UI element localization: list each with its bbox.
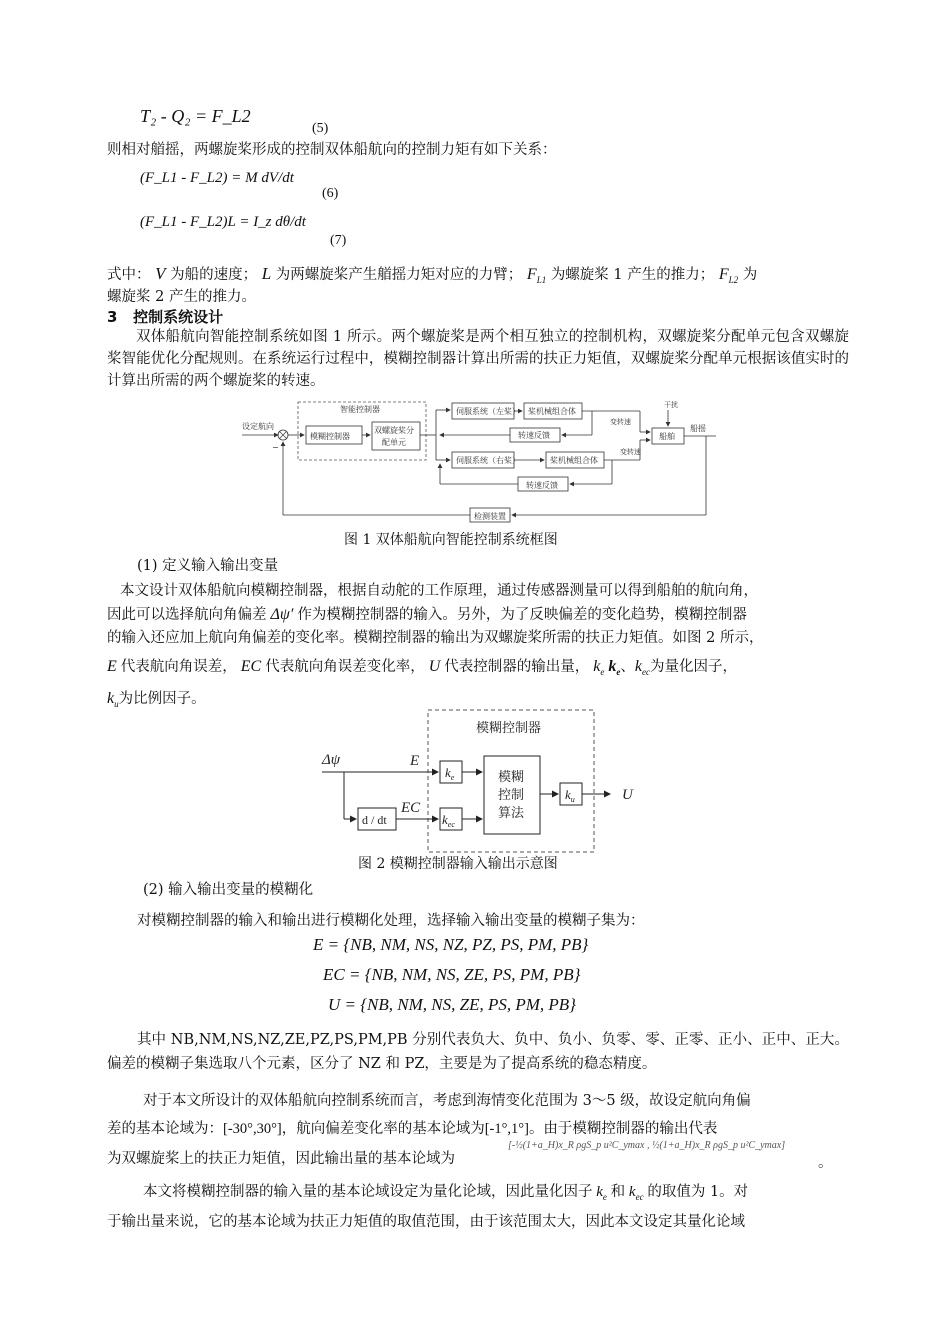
- fig1-set-course: 设定航向: [242, 422, 274, 431]
- fig1-allocation-label-1: 双螺旋桨分: [374, 426, 414, 435]
- paragraph-quantization-line2: 于输出量来说，它的基本论域为扶正力矩值的取值范围，由于该范围太大，因此本文设定其量化论域: [107, 1214, 745, 1230]
- fig1-allocation-label-2: 配单元: [382, 438, 406, 447]
- fig1-speed-fb-left-label: 转速反馈: [518, 431, 550, 440]
- equation-5: T₂ - Q₂ = F_L2: [140, 106, 251, 126]
- fig2-kec-label: $k_{ec}$: [442, 812, 455, 829]
- fig1-smart-controller-label: 智能控制器: [340, 405, 380, 414]
- fig2-ku-label: $k_u$: [565, 787, 575, 804]
- equation-7-number: (7): [330, 233, 347, 248]
- fig1-mech-left-label: 桨机械组合体: [528, 407, 576, 416]
- fuzzy-set-U: U = {NB, NM, NS, ZE, PS, PM, PB}: [328, 995, 576, 1014]
- paragraph-fuzzy-labels: 其中 NB,NM,NS,NZ,ZE,PZ,PS,PM,PB 分别代表负大、负中、负小、负零、零、正零、正小、正中、正大。偏差的模糊子集选取八个元素，区分了 NZ 和 PZ，主要是为了提高系统的稳态精度。: [107, 1032, 849, 1072]
- fig1-fuzzy-controller-label: 模糊控制器: [310, 432, 350, 441]
- output-domain-formula: [-½(1+a_H)x_R ρgS_p u²C_ymax , ½(1+a_H)x_R ρgS_p u²C_ymax]: [508, 1140, 786, 1151]
- fig1-servo-right-label: 伺服系统（右桨）: [456, 456, 520, 465]
- paragraph-io-line3: 的输入还应加上航向角偏差的变化率。模糊控制器的输出为双螺旋桨所需的扶正力矩值。如图 2 所示，: [107, 630, 764, 646]
- fig2-U-label: U: [622, 787, 633, 803]
- fig1-speed-fb-right-label: 转速反馈: [526, 481, 558, 490]
- fig1-ship-label: 船舶: [659, 432, 675, 441]
- fig1-minus-sign: −: [272, 443, 279, 452]
- fig1-var-speed-top: 变转速: [610, 418, 631, 426]
- paragraph-domain-line1: 对于本文所设计的双体船航向控制系统而言，考虑到海情变化范围为 3～5 级，故设定航向角偏: [143, 1093, 751, 1109]
- section-heading: 3 控制系统设计: [107, 308, 224, 326]
- paragraph-system-overview: 双体船航向智能控制系统如图 1 所示。两个螺旋桨是两个相互独立的控制机构，双螺旋桨分配单元包含双螺旋桨智能优化分配规则。在系统运行过程中，模糊控制器计算出所需的扶正力矩值，双螺旋桨分配单元根据该值实时的计算出所需的两个螺旋桨的转速。: [107, 329, 849, 389]
- paragraph-io-line5: $k_u$为比例因子。: [107, 690, 206, 710]
- figure-1-caption: 图 1 双体船航向智能控制系统框图: [344, 532, 558, 548]
- figure-2-fuzzy-io-diagram: [318, 706, 648, 856]
- paragraph-quantization-line1: 本文将模糊控制器的输入量的基本论域设定为量化论域，因此量化因子 $k_e$ 和 $k_{ec}$ 的取值为 1。对: [143, 1184, 749, 1202]
- torque-relation-text: 则相对艏摇，两螺旋桨形成的控制双体船航向的控制力矩有如下关系：: [107, 142, 557, 158]
- fig2-E-label: E: [410, 753, 420, 769]
- fuzzy-set-EC: EC = {NB, NM, NS, ZE, PS, PM, PB}: [323, 965, 581, 984]
- fig2-EC-label: EC: [401, 800, 421, 816]
- fig2-algorithm-line3: 算法: [498, 806, 525, 821]
- symbol-definitions: 式中： V 为船的速度； L 为两螺旋桨产生艏摇力矩对应的力臂； $F_{L1}$ 为螺旋桨 1 产生的推力； $F_{L2}$ 为: [107, 264, 758, 286]
- fig1-mech-right-label: 桨机械组合体: [550, 456, 598, 465]
- paragraph-io-line4: E 代表航向角误差， EC 代表航向角误差变化率， U 代表控制器的输出量， $k_e$ $k_e$、$k_{ec}$为量化因子，: [107, 658, 738, 678]
- paragraph-fuzzification-intro: 对模糊控制器的输入和输出进行模糊化处理，选择输入输出变量的模糊子集为：: [137, 913, 645, 929]
- fig2-input-label: Δψ: [322, 752, 341, 768]
- fig1-servo-left-label: 伺服系统（左桨）: [456, 407, 520, 416]
- fig2-ke-label: $k_e$: [445, 765, 455, 782]
- paragraph-io-line2: 因此可以选择航向角偏差 Δψ′ 作为模糊控制器的输入。另外，为了反映偏差的变化趋势，模糊控制器: [107, 606, 747, 623]
- paragraph-domain-line3: 为双螺旋桨上的扶正力矩值，因此输出量的基本论域为: [107, 1151, 455, 1167]
- symbol-definitions-line2: 螺旋桨 2 产生的推力。: [107, 289, 256, 305]
- equation-6-number: (6): [322, 186, 339, 201]
- fig1-heading-output: 船摇: [690, 424, 706, 433]
- paragraph-domain-line2: 差的基本论域为：[-30°,30°]，航向偏差变化率的基本论域为[-1°,1°]。由于模糊控制器的输出代表: [107, 1121, 718, 1137]
- figure-1-block-diagram: [240, 398, 720, 528]
- fig2-derivative-label: d / dt: [362, 813, 387, 827]
- fig2-title: 模糊控制器: [476, 721, 542, 736]
- figure-2-caption: 图 2 模糊控制器输入输出示意图: [358, 856, 558, 872]
- equation-7: (F_L1 - F_L2)L = I_z dθ/dt: [140, 214, 306, 230]
- equation-6: (F_L1 - F_L2) = M dV/dt: [140, 170, 294, 186]
- fig1-var-speed-bottom: 变转速: [620, 448, 641, 456]
- equation-5-number: (5): [312, 121, 329, 136]
- fig2-algorithm-line2: 控制: [498, 788, 525, 803]
- fig2-algorithm-line1: 模糊: [498, 770, 525, 785]
- fig1-detector-label: 检测装置: [474, 512, 506, 521]
- subsection-1: (1) 定义输入输出变量: [137, 558, 279, 574]
- subsection-2: (2) 输入输出变量的模糊化: [143, 882, 314, 898]
- paragraph-io-line1: 本文设计双体船航向模糊控制器，根据自动舵的工作原理，通过传感器测量可以得到船舶的航向角，: [120, 583, 758, 599]
- fuzzy-set-E: E = {NB, NM, NS, NZ, PZ, PS, PM, PB}: [313, 935, 589, 954]
- paragraph-domain-period: 。: [818, 1155, 833, 1171]
- fig1-disturbance: 干扰: [664, 401, 678, 409]
